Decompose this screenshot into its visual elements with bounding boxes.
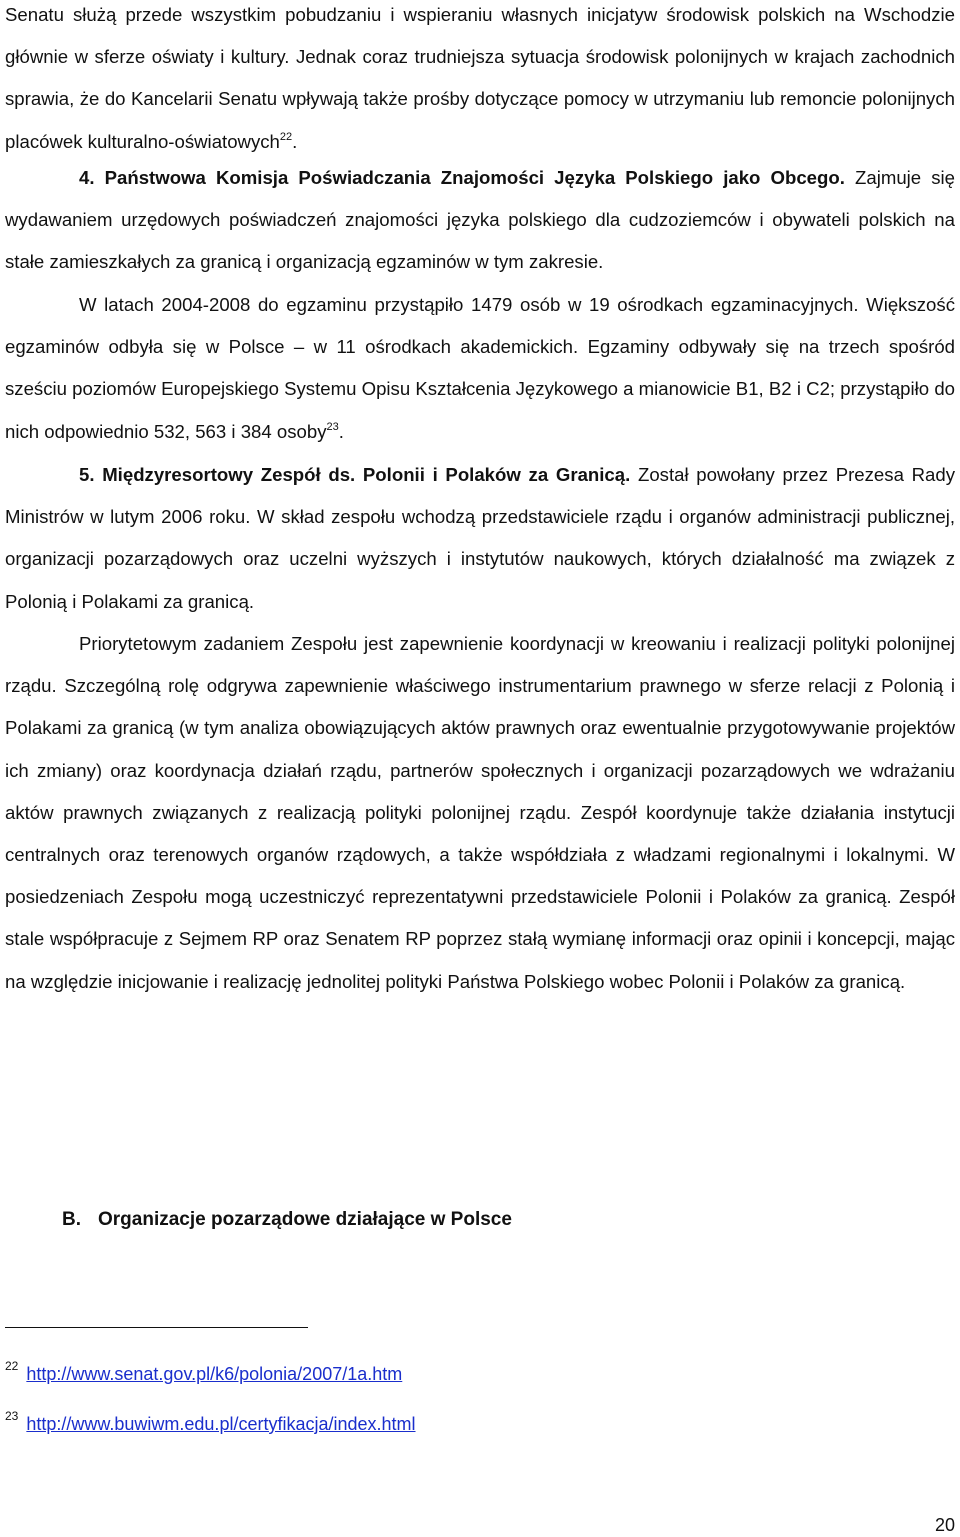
footnote-link-23[interactable]: http://www.buwiwm.edu.pl/certyfikacja/index.html bbox=[26, 1414, 416, 1434]
footnote-ref-23[interactable]: 23 bbox=[326, 420, 339, 433]
paragraph-interministerial-team bbox=[5, 454, 955, 623]
section-heading-4: 4. Państwowa Komisja Poświadczania Znajomości Języka Polskiego jako Obcego. bbox=[79, 167, 845, 188]
footnote-separator bbox=[5, 1327, 308, 1328]
paragraph-team-priorities: Priorytetowym zadaniem Zespołu jest zapewnienie koordynacji w kreowaniu i realizacji polityki polonijnej rządu. Szczególną rolę odgrywa zapewnienie właściwego instrumentarium prawnego w sferze relacji z Polonią i Polakami za granicą (w tym analiza obowiązujących aktów prawnych oraz ewentualnie przygotowywanie projektów ich zmiany) oraz koordynacja działań rządu, partnerów społecznych i organizacji pozarządowych we wdrażaniu aktów prawnych związanych z realizacją polityki polonijnej rządu. Zespół koordynuje także działania instytucji centralnych oraz terenowych organów rządowych, a także współdziała z władzami regionalnymi i lokalnymi. W posiedzeniach Zespołu mogą uczestniczyć reprezentatywni przedstawiciele Polonii i Polaków za granicą. Zespół stale współpracuje z Sejmem RP oraz Senatem RP poprzez stałą wymianę informacji oraz opinii i koncepcji, mając na względzie inicjowanie i realizację jednolitej polityki Państwa Polskiego wobec Polonii i Polaków za granicą. bbox=[5, 633, 955, 992]
section-b-title: Organizacje pozarządowe działające w Polsce bbox=[98, 1209, 512, 1230]
paragraph-senate-support: Senatu służą przede wszystkim pobudzaniu i wspieraniu własnych inicjatyw środowisk polskich na Wschodzie głównie w sferze oświaty i kultury. Jednak coraz trudniejsza sytuacja środowisk polonijnych w krajach zachodnich sprawia, że do Kancelarii Senatu wpływają także prośby dotyczące pomocy w utrzymaniu lub remoncie polonijnych placówek kulturalno-oświatowych$^{22}$. bbox=[5, 4, 955, 152]
paragraph-text: Senatu służą przede wszystkim pobudzaniu i wspieraniu własnych inicjatyw środowisk polskich na Wschodzie głównie w sferze oświaty i kultury. Jednak coraz trudniejsza sytuacja środowisk polonijnych w krajach zachodnich sprawia, że do Kancelarii Senatu wpływają także prośby dotyczące pomocy w utrzymaniu lub remoncie polonijnych placówek kulturalno-oświatowych bbox=[5, 4, 955, 152]
footnote-23 bbox=[5, 1409, 416, 1436]
footnote-number: 22 bbox=[5, 1359, 19, 1373]
footnote-22 bbox=[5, 1359, 403, 1386]
footnote-ref-22[interactable]: 22 bbox=[279, 130, 293, 143]
paragraph-text: W latach 2004-2008 do egzaminu przystąpiło 1479 osób w 19 ośrodkach egzaminacyjnych. Większość egzaminów odbyła się w Polsce – w 11 ośrodkach akademickich. Egzaminy odbywały się na trzech spośród sześciu poziomów Europejskiego Systemu Opisu Kształcenia Językowego a mianowicie B1, B2 i C2; przystąpiło do nich odpowiednio 532, 563 i 384 osoby bbox=[5, 294, 955, 442]
paragraph-text: Zajmuje się wydawaniem urzędowych poświadczeń znajomości języka polskiego dla cudzoziemców i obywateli polskich na stałe zamieszkałych za granicą i organizacją egzaminów w tym zakresie. bbox=[5, 167, 956, 273]
footnote-number: 23 bbox=[5, 1409, 19, 1423]
paragraph-text: Został powołany przez Prezesa Rady Ministrów w lutym 2006 roku. W skład zespołu wchodzą przedstawiciele rządu i organów administracji publicznej, organizacji pozarządowych oraz uczelni wyższych i instytutów naukowych, których działalność ma związek z Polonią i Polakami za granicą. bbox=[5, 464, 956, 612]
page-number: 20 bbox=[934, 1515, 955, 1535]
section-b-heading bbox=[62, 1202, 512, 1238]
section-heading-5: 5. Międzyresortowy Zespół ds. Polonii i Polaków za Granicą. bbox=[79, 464, 631, 485]
paragraph-language-commission bbox=[5, 157, 955, 284]
section-b-number: B. bbox=[62, 1209, 81, 1230]
footnote-link-22[interactable]: http://www.senat.gov.pl/k6/polonia/2007/1a.htm bbox=[26, 1364, 403, 1384]
paragraph-exam-statistics: W latach 2004-2008 do egzaminu przystąpiło 1479 osób w 19 ośrodkach egzaminacyjnych. Większość egzaminów odbyła się w Polsce – w 11 ośrodkach akademickich. Egzaminy odbywały się na trzech spośród sześciu poziomów Europejskiego Systemu Opisu Kształcenia Językowego a mianowicie B1, B2 i C2; przystąpiło do nich odpowiednio 532, 563 i 384 osoby$^{23}$. bbox=[5, 294, 955, 442]
